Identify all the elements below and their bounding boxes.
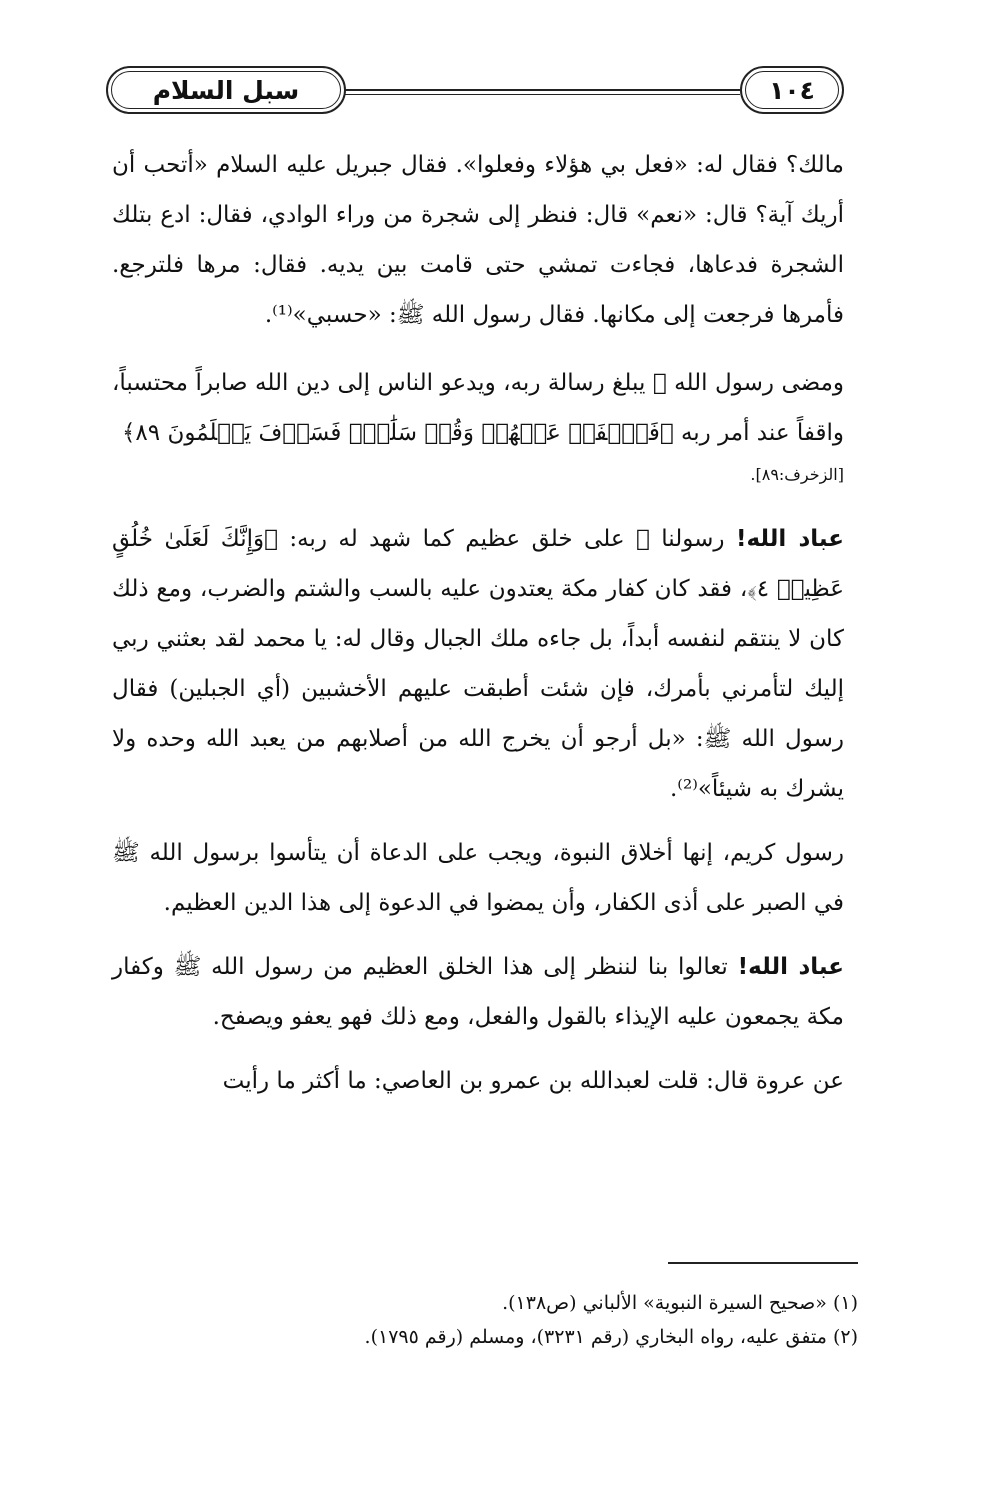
header-rule — [340, 89, 740, 91]
running-title: سبل السلام — [152, 75, 300, 105]
paragraph-text: تعالوا بنا لننظر إلى هذا الخلق العظيم من رسول الله ﷺ وكفار مكة يجمعون عليه الإيذاء بالقول والفعل، ومع ذلك فهو يعفو ويصفح. — [112, 954, 844, 1030]
paragraph-text: ومضى رسول الله ﷺ يبلغ رسالة ربه، ويدعو الناس إلى دين الله صابراً محتسباً، واقفاً عند أمر ربه ﴿فَٱصۡفَحۡ عَنۡهُمۡ وَقُلۡ سَلَٰمٞۚ فَسَوۡفَ يَعۡلَمُونَ ٨٩﴾ — [112, 370, 844, 446]
footnote: (٢) متفق عليه، رواه البخاري (رقم ٣٢٣١)، ومسلم (رقم ١٧٩٥). — [364, 1326, 858, 1348]
paragraph — [112, 514, 844, 814]
verse-reference: [الزخرف:٨٩]. — [750, 465, 844, 484]
footnote-separator — [668, 1262, 858, 1264]
page-number-frame — [740, 66, 844, 114]
paragraph — [112, 140, 844, 340]
paragraph-lead: عباد الله! — [735, 526, 844, 552]
paragraph-text: رسولنا ﷺ على خلق عظيم كما شهد له ربه: ﴿وَإِنَّكَ لَعَلَىٰ خُلُقٍ عَظِيمٖ ٤﴾، فقد كان كفار مكة يعتدون عليه بالسب والشتم والضرب، ومع ذلك كان لا ينتقم لنفسه أبداً، بل جاءه ملك الجبال وقال له: يا محمد لقد بعثني ربي إليك لتأمرني بأمرك، فإن شئت أطبقت عليهم الأخشبين (أي الجبلين) فقال رسول الله ﷺ: «بل أرجو أن يخرج الله من أصلابهم من يعبد الله وحده ولا يشرك به شيئاً»⁽²⁾. — [112, 526, 844, 802]
paragraph — [112, 828, 844, 928]
page-header — [100, 62, 852, 120]
paragraph-text: رسول كريم، إنها أخلاق النبوة، ويجب على الدعاة أن يتأسوا برسول الله ﷺ في الصبر على أذى الكفار، وأن يمضوا في الدعوة إلى هذا الدين العظيم. — [112, 840, 844, 916]
main-text — [112, 140, 844, 1120]
paragraph — [112, 942, 844, 1042]
page-number: ١٠٤ — [769, 75, 815, 105]
paragraph — [112, 358, 844, 458]
header-rule-thin — [340, 94, 740, 95]
paragraph-text: عن عروة قال: قلت لعبدالله بن عمرو بن العاصي: ما أكثر ما رأيت — [222, 1068, 844, 1094]
paragraph-lead: عباد الله! — [737, 954, 844, 980]
paragraph-text: مالك؟ فقال له: «فعل بي هؤلاء وفعلوا». فقال جبريل عليه السلام «أتحب أن أريك آية؟ قال: «نعم» قال: فنظر إلى شجرة من وراء الوادي، فقال: ادع بتلك الشجرة فدعاها، فجاءت تمشي حتى قامت بين يديه. فقال: مرها فلترجع. فأمرها فرجعت إلى مكانها. فقال رسول الله ﷺ: «حسبي»⁽¹⁾. — [112, 152, 844, 328]
running-title-frame — [106, 66, 346, 114]
footnotes — [150, 1286, 858, 1354]
paragraph — [112, 1056, 844, 1106]
footnote: (١) «صحيح السيرة النبوية» الألباني (ص١٣٨). — [502, 1292, 858, 1314]
